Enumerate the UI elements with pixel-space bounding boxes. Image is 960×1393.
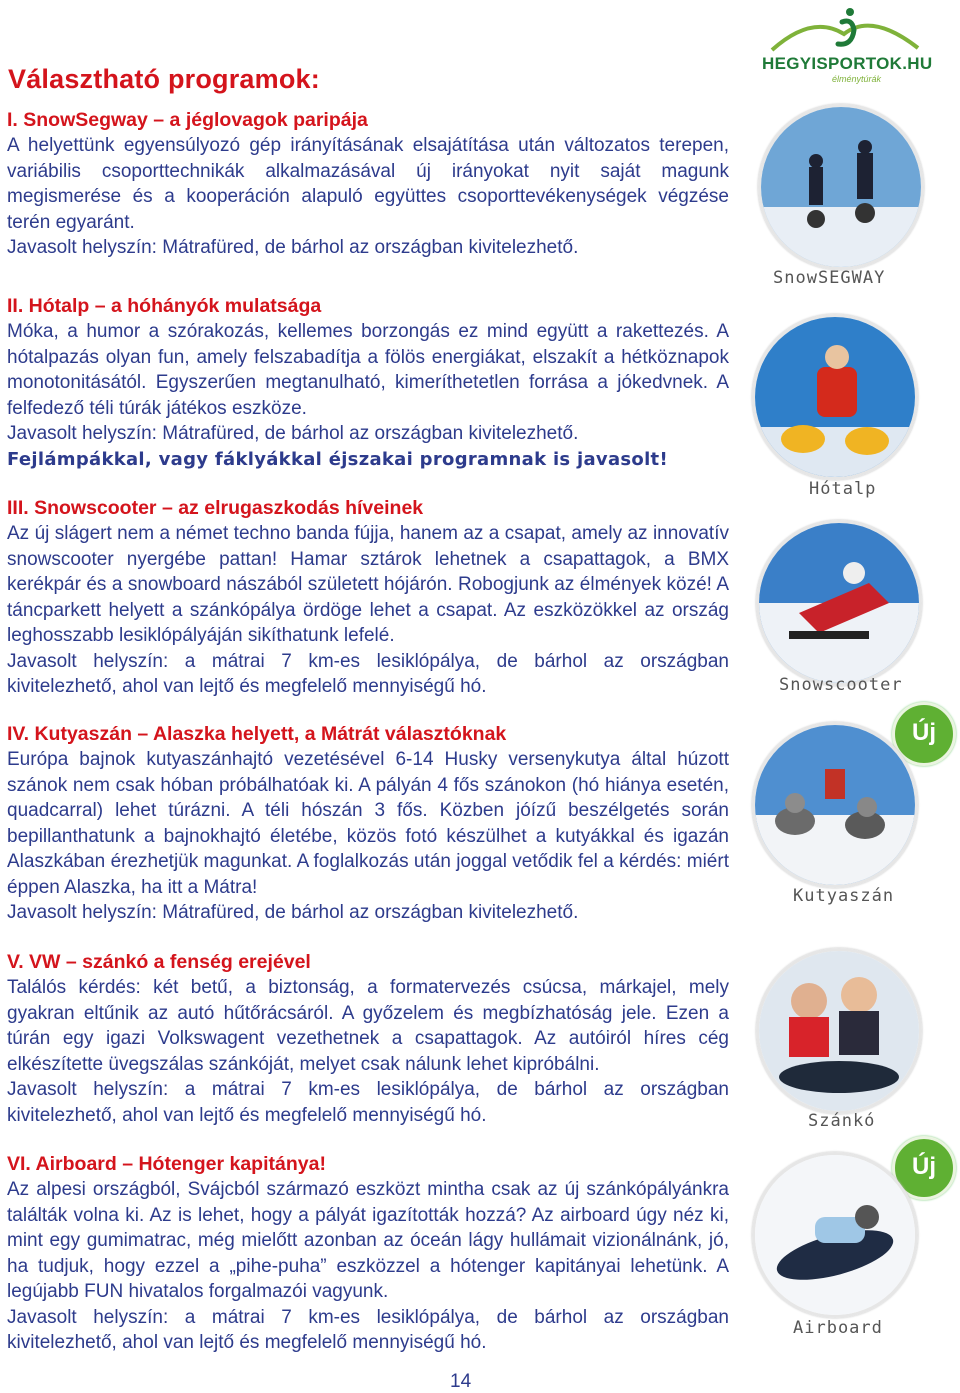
section-vw-szanko	[7, 950, 729, 1128]
new-badge: Új	[892, 702, 956, 766]
kutyaszan-photo	[752, 722, 918, 888]
caption-snowscooter: Snowscooter	[779, 675, 903, 695]
section-location: Javasolt helyszín: Mátrafüred, de bárhol az országban kivitelezhető.	[7, 423, 579, 444]
mountain-logo-icon	[762, 4, 926, 54]
caption-hotalp: Hótalp	[809, 479, 877, 499]
section-body: Európa bajnok kutyaszánhajtó vezetésével 6-14 Husky versenykutya által húzott szánok nem csak hóban próbálhatóak ki. A pályán 4 fős szánokon (hó hiánya esetén, quadcarral) lehet túrázni. A téli hószán 3 fős. Közben jóízű beszélgetés során bepillanthatunk a bajnokhajtó életébe, közös fotó készülhet a kutyákkal és igazán Alaszkában érezhetjük magunkat. A foglalkozás után joggal vetődik fel a kérdés: miért éppen Alaszka, ha itt a Mátra!	[7, 749, 729, 898]
section-snowscooter	[7, 496, 729, 700]
section-body: Találós kérdés: két betű, a biztonság, a formatervezés csúcsa, márkajel, mely gyakran eltűnik az autó hűtőrácsáról. A győzelem és megbízhatóság jele. Ezen a túrán egy igazi Volkswagent vezethetnek a csapattagok. Az autóiról híres cég elkészítette üvegszálas szánkóját, melyet csak nálunk lehet kipróbálni.	[7, 977, 729, 1075]
section-body: Az új slágert nem a német techno banda fújja, hanem az a csapat, amely az innovatív snowscooter nyergébe pattan! Hamar sztárok lehetnek a csapattagok, a BMX kerékpár és a snowboard nászából született hójárón. Robogjunk az élmények közé! A táncparkett helyett a szánkópálya ördöge lehet a csapat. Az eszközökkel az ország leghosszabb lesiklópályáján sikíthatunk lefelé.	[7, 523, 729, 646]
section-location: Javasolt helyszín: Mátrafüred, de bárhol az országban kivitelezhető.	[7, 237, 579, 258]
logo-text: HEGYISPORTOK.HU	[762, 54, 933, 73]
szanko-photo	[756, 948, 922, 1114]
section-location: Javasolt helyszín: a mátrai 7 km-es lesiklópálya, de bárhol az országban kivitelezhető, ahol van lejtő és megfelelő mennyiségű hó.	[7, 1306, 729, 1353]
section-heading: V. VW – szánkó a fenség erejével	[7, 951, 311, 973]
section-kutyaszan	[7, 722, 729, 926]
airboard-photo	[752, 1152, 918, 1318]
snowsegway-photo	[758, 104, 924, 270]
new-badge: Új	[892, 1136, 956, 1200]
section-heading: I. SnowSegway – a jéglovagok paripája	[7, 109, 368, 131]
snowscooter-photo	[756, 520, 922, 686]
caption-snowsegway: SnowSEGWAY	[773, 268, 886, 288]
logo-subtitle: élménytúrák	[832, 74, 882, 84]
hegyisportok-logo	[762, 4, 933, 88]
section-location: Javasolt helyszín: a mátrai 7 km-es lesiklópálya, de bárhol az országban kivitelezhető, ahol van lejtő és megfelelő mennyiségű hó.	[7, 650, 729, 697]
page-title: Választható programok:	[8, 64, 320, 94]
section-heading: III. Snowscooter – az elrugaszkodás híveinek	[7, 497, 424, 519]
section-heading: II. Hótalp – a hóhányók mulatsága	[7, 295, 322, 317]
section-note: Fejlámpákkal, vagy fáklyákkal éjszakai programnak is javasolt!	[7, 448, 668, 470]
caption-airboard: Airboard	[793, 1318, 883, 1338]
section-heading: IV. Kutyaszán – Alaszka helyett, a Mátrát választóknak	[7, 723, 507, 745]
caption-szanko: Szánkó	[808, 1111, 876, 1131]
section-snowsegway	[7, 108, 729, 261]
section-body: Móka, a humor a szórakozás, kellemes borzongás ez mind együtt a rakettezés. A hótalpazás olyan fun, amely felszabadítja a fölös energiákat, elszakít a hétköznapok monotonitásától. Egyszerűen megtanulható, kimeríthetetlen forrása a jókedvnek. A felfedező téli túrák játékos eszköze.	[7, 321, 729, 419]
section-location: Javasolt helyszín: Mátrafüred, de bárhol az országban kivitelezhető.	[7, 902, 579, 923]
page-number: 14	[450, 1371, 472, 1392]
section-location: Javasolt helyszín: a mátrai 7 km-es lesiklópálya, de bárhol az országban kivitelezhető, ahol van lejtő és megfelelő mennyiségű hó.	[7, 1079, 729, 1126]
hotalp-photo	[752, 314, 918, 480]
section-airboard	[7, 1152, 729, 1356]
section-body: A helyettünk egyensúlyozó gép irányításának elsajátítása után változatos terepen, variábilis csoporttechnikák alkalmazásával új irányokat nyit saját magunk megismerése és a kooperáción alapuló együttes csoporttevékenységek végzése terén egyaránt.	[7, 135, 729, 233]
section-heading: VI. Airboard – Hótenger kapitánya!	[7, 1153, 326, 1175]
caption-kutyaszan: Kutyaszán	[793, 886, 895, 906]
section-body: Az alpesi országból, Svájcból származó eszközt mintha csak az új szánkópályánkra találták volna ki. Az is lehet, hogy a pályát igazították hozzá? Az airboard úgy néz ki, mint egy gumimatrac, még mielőtt azonban az óceán lágy hullámait vizionálnánk, jó, ha tudjuk, hogy ezzel a „pihe-puha” eszközzel a hótenger kapitányai lehetünk. A legújabb FUN hivatalos forgalmazói vagyunk.	[7, 1179, 729, 1302]
section-hotalp	[7, 294, 729, 472]
